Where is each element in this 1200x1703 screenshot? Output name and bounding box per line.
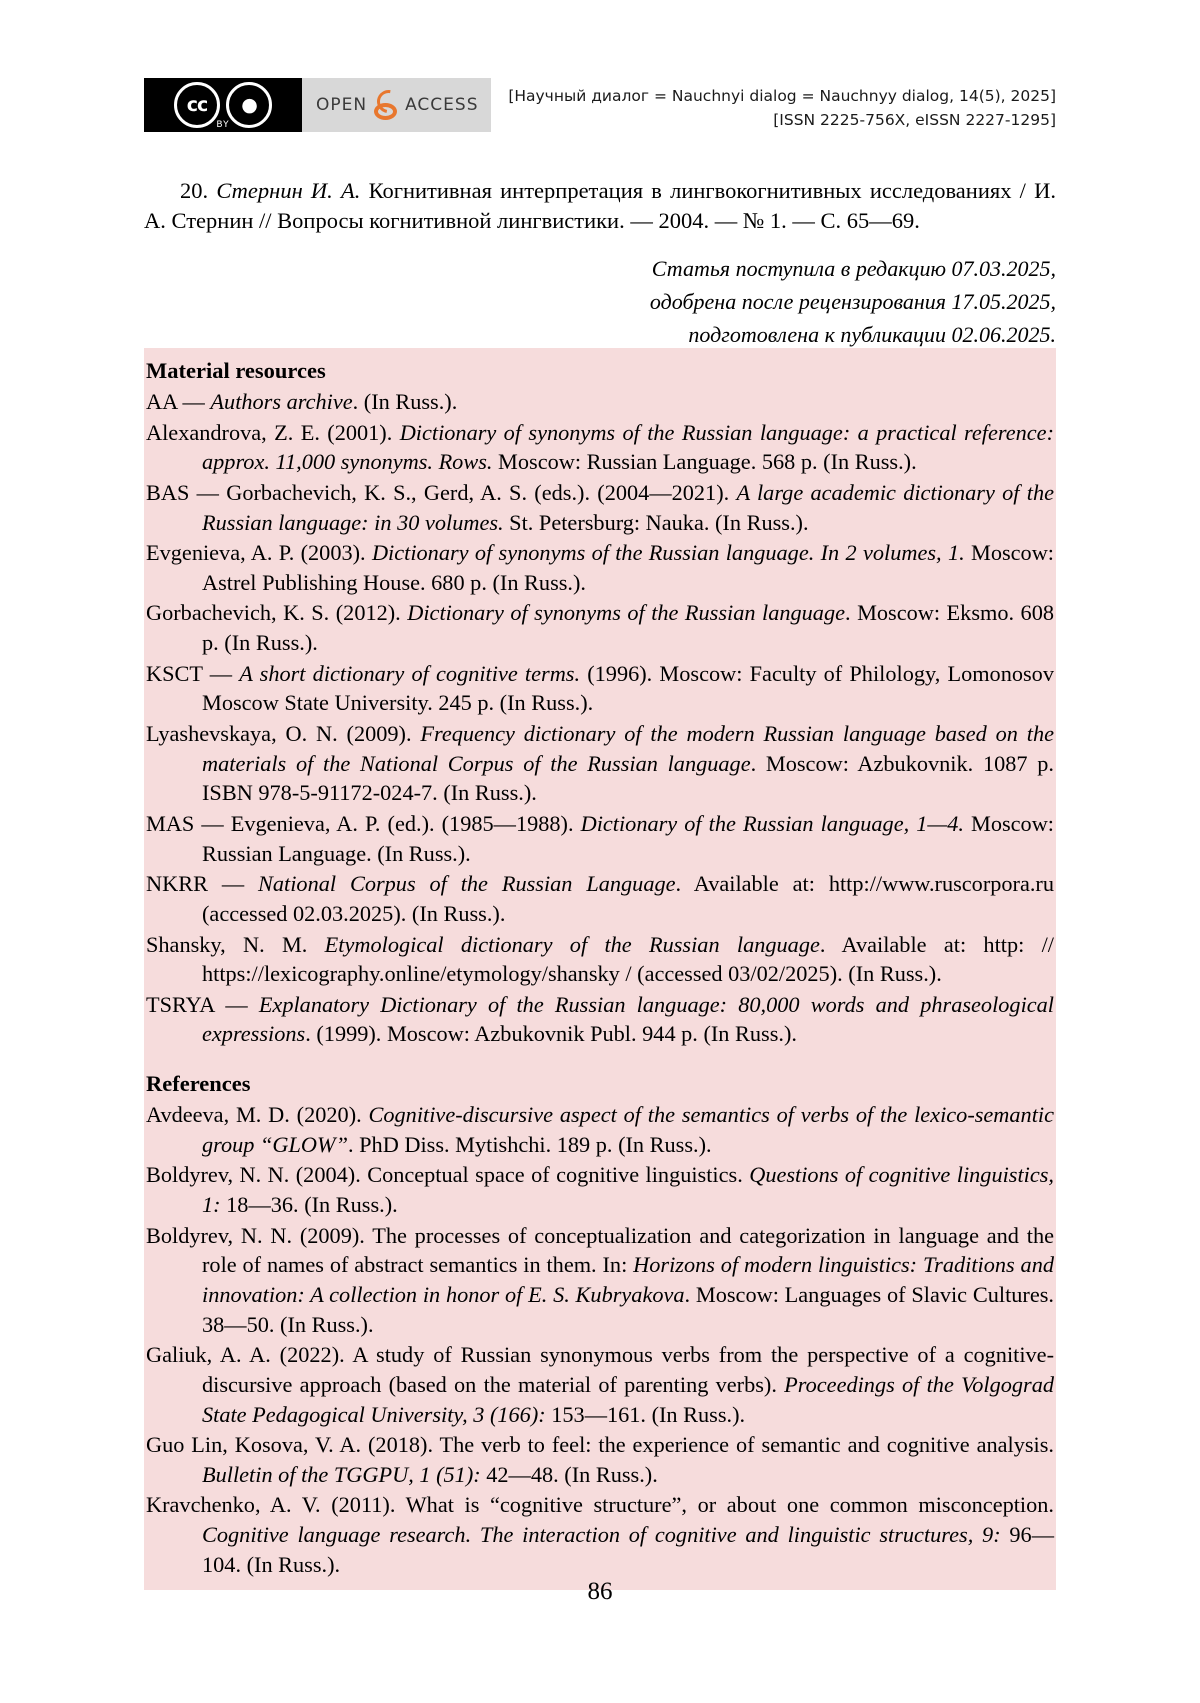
top-reference-entry [144, 176, 1056, 237]
submission-dates [144, 252, 1056, 351]
entry-title-italic: Dictionary of synonyms of the Russian language [407, 600, 846, 626]
bibliography-entry [144, 930, 1056, 989]
entry-title-italic: Dictionary of synonyms of the Russian language. In 2 volumes, 1. [371, 540, 965, 566]
reference-author: Стернин И. А. [216, 178, 361, 203]
entry-text: (1996). Moscow: Faculty of Philology, Lomonosov Moscow State University. 245 p. (In Russ.). [202, 660, 1054, 716]
entry-text: TSRYA — [146, 991, 259, 1017]
entry-text: . Moscow: Languages of Slavic Cultures. 38—50. (In Russ.). [202, 1281, 1054, 1337]
entry-title-italic: Proceedings of the Volgograd State Pedagogical University, 3 (166): [202, 1371, 1055, 1427]
section-title-references: References [146, 1071, 251, 1097]
bibliography-entry [144, 990, 1056, 1049]
bibliography-entry [144, 719, 1056, 808]
entry-text: Gorbachevich, K. S. (2012). [146, 600, 408, 626]
creative-commons-icon [144, 78, 302, 132]
entry-text: Moscow: Astrel Publishing House. 680 p. (In Russ.). [202, 540, 1055, 595]
open-access-text [302, 78, 491, 132]
cc-by-label: BY [216, 120, 230, 130]
entry-text: Moscow: Russian Language. 568 p. (In Russ.). [492, 449, 917, 475]
bibliography-entry [144, 1430, 1056, 1489]
highlighted-bibliography-block [144, 348, 1056, 1590]
bibliography-entry [144, 809, 1056, 868]
entry-title-italic: A large academic dictionary of the Russian language: in 30 volumes. [202, 479, 1054, 535]
entry-text: . Moscow: Azbukovnik. 1087 p. ISBN 978-5-91172-024-7. (In Russ.). [202, 750, 1054, 806]
bibliography-entry [144, 478, 1056, 537]
entry-text: . (In Russ.). [352, 389, 458, 414]
entry-title-italic: National Corpus of the Russian Language [258, 871, 676, 897]
entry-title-italic: Dictionary of synonyms of the Russian language: a practical reference: approx. 11,000 synonyms. Rows. [202, 419, 1054, 475]
cc-letters-icon: cc [174, 82, 220, 128]
journal-identifier [508, 84, 1056, 132]
cc-by-person-icon: ● [226, 82, 272, 128]
journal-issn-line: [ISSN 2225-756X, eISSN 2227-1295] [773, 111, 1056, 130]
submission-approved: одобрена после рецензирования 17.05.2025, [649, 289, 1056, 314]
reference-number: 20. [180, 178, 209, 203]
open-lock-icon [373, 90, 399, 120]
submission-published: подготовлена к публикации 02.06.2025. [688, 322, 1056, 347]
open-access-word-open: OPEN [316, 95, 368, 115]
entry-text: Kravchenko, A. V. (2011). What is “cognitive structure”, or about one common misconception. [146, 1492, 1054, 1518]
entry-text: Boldyrev, N. N. (2004). Conceptual space of cognitive linguistics. [146, 1162, 750, 1188]
entry-text: Galiuk, A. A. (2022). A study of Russian synonymous verbs from the perspective of a cognitive-discursive approach (based on the material of parenting verbs). [146, 1342, 1054, 1397]
entry-text: 153—161. (In Russ.). [545, 1401, 746, 1427]
entry-text: Avdeeva, M. D. (2020). [146, 1102, 369, 1128]
entry-title-italic: Etymological dictionary of the Russian language [324, 931, 820, 957]
section-title-material-resources: Material resources [146, 358, 326, 383]
entry-text: Shansky, N. M. [146, 931, 325, 957]
entry-text: BAS — Gorbachevich, K. S., Gerd, A. S. (eds.). (2004—2021). [146, 479, 737, 505]
entry-text: KSCT — [146, 660, 240, 686]
entry-title-italic: Questions of cognitive linguistics, 1: [202, 1162, 1055, 1218]
submission-received: Статья поступила в редакцию 07.03.2025, [651, 256, 1056, 281]
entry-text: 42—48. (In Russ.). [480, 1461, 658, 1487]
bibliography-entry [144, 1340, 1056, 1429]
page-number: 86 [587, 1578, 613, 1605]
entry-text: AA — [146, 389, 211, 414]
entry-title-italic: Bulletin of the TGGPU, 1 (51): [202, 1461, 481, 1487]
bibliography-entry [144, 418, 1056, 477]
entry-text: Boldyrev, N. N. (2009). The processes of conceptualization and categorization in language and the role of names of abstract semantics in them. In: [146, 1222, 1054, 1278]
bibliography-entry [144, 869, 1056, 928]
entry-title-italic: Cognitive language research. The interaction of cognitive and linguistic structures, 9: [202, 1522, 1001, 1548]
entry-title-italic: A short dictionary of cognitive terms. [239, 660, 581, 686]
reference-rest: Когнитивная интерпретация в лингвокогнитивных исследованиях / И. А. Стернин // Вопросы когнитивной лингвистики. — 2004. — № 1. — С. 65—69. [144, 178, 1056, 234]
entry-title-italic: Dictionary of the Russian language, 1—4. [580, 810, 964, 836]
entry-title-italic: Horizons of modern linguistics: Traditions and innovation: A collection in honor of E. S. Kubryakova [202, 1252, 1054, 1307]
bibliography-entry [144, 1160, 1056, 1219]
open-access-badge [144, 78, 491, 132]
entry-text: . Moscow: Eksmo. 608 p. (In Russ.). [202, 600, 1055, 656]
material-resources-list [144, 387, 1056, 1049]
bibliography-entry [144, 538, 1056, 597]
references-list [144, 1100, 1056, 1579]
journal-title-line: [Научный диалог = Nauchnyi dialog = Nauchnyy dialog, 14(5), 2025] [508, 87, 1056, 105]
entry-title-italic: Explanatory Dictionary of the Russian language: 80,000 words and phraseological expressions [202, 991, 1055, 1047]
entry-text: . PhD Diss. Mytishchi. 189 p. (In Russ.). [348, 1131, 712, 1157]
entry-text: . Available at: http: // https://lexicography.online/etymology/shansky / (accessed 03/02/2025). (In Russ.). [202, 931, 1055, 987]
entry-text: . Available at: http://www.ruscorpora.ru (accessed 02.03.2025). (In Russ.). [202, 871, 1055, 926]
entry-text: Lyashevskaya, O. N. (2009). [146, 721, 421, 747]
page-header [144, 78, 1056, 138]
entry-text: Guo Lin, Kosova, V. A. (2018). The verb to feel: the experience of semantic and cognitive analysis. [146, 1432, 1054, 1458]
bibliography-entry [144, 1100, 1056, 1159]
entry-text: Moscow: Russian Language. (In Russ.). [202, 810, 1054, 866]
entry-text: 18—36. (In Russ.). [220, 1192, 398, 1218]
entry-text: Alexandrova, Z. E. (2001). [146, 419, 400, 445]
open-access-word-access: ACCESS [405, 95, 479, 115]
entry-title-italic: Authors archive [210, 389, 353, 414]
bibliography-entry [144, 1221, 1056, 1340]
bibliography-entry [144, 1490, 1056, 1579]
entry-text: 96—104. (In Russ.). [202, 1522, 1055, 1577]
entry-text: NKRR — [146, 871, 259, 897]
bibliography-entry [144, 659, 1056, 718]
bibliography-entry [144, 387, 1056, 417]
entry-title-italic: Cognitive-discursive aspect of the semantics of verbs of the lexico-semantic group “GLOW” [202, 1102, 1054, 1157]
entry-text: St. Petersburg: Nauka. (In Russ.). [503, 509, 809, 535]
entry-text: MAS — Evgenieva, A. P. (ed.). (1985—1988). [146, 810, 581, 836]
entry-text: . (1999). Moscow: Azbukovnik Publ. 944 p. (In Russ.). [305, 1021, 797, 1047]
entry-title-italic: Frequency dictionary of the modern Russian language based on the materials of the National Corpus of the Russian language [202, 721, 1054, 776]
bibliography-entry [144, 598, 1056, 657]
entry-text: Evgenieva, A. P. (2003). [146, 540, 372, 566]
